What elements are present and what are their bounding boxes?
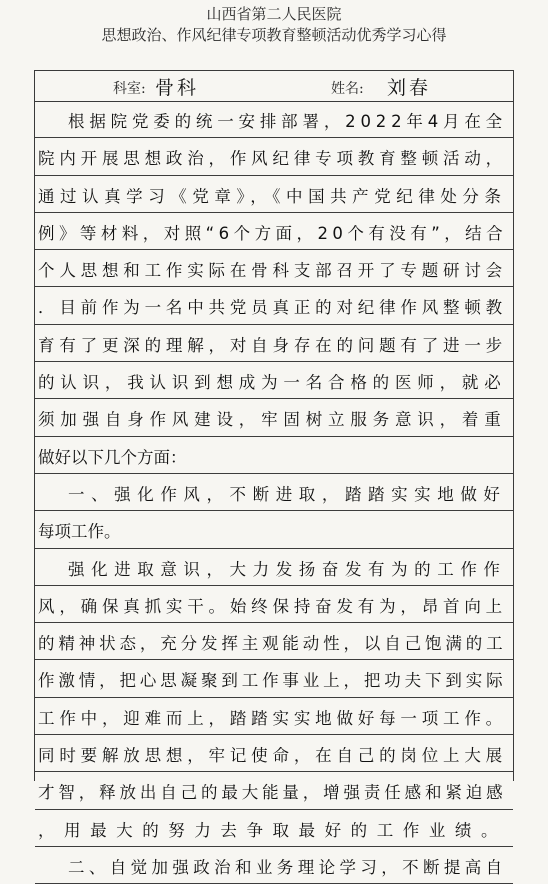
- text-line-content: 风，确保真抓实干。始终保持奋发有为，昂首向上: [38, 596, 507, 616]
- text-line-content: 通过认真学习《党章》，《中国共产党纪律处分条: [38, 186, 507, 206]
- text-line-content: 每项工作。: [38, 522, 121, 542]
- text-line: [35, 138, 513, 175]
- text-line-content: 须加强自身作风建设，牢固树立服务意识，着重: [38, 410, 507, 430]
- essay-form: [34, 70, 514, 877]
- text-line: [35, 511, 513, 548]
- text-line: [35, 287, 513, 324]
- department-value: 骨科: [155, 77, 200, 99]
- name-label: 姓名:: [331, 81, 364, 97]
- text-line-content: ，用最大的努力去争取最好的工作业绩。: [38, 820, 507, 840]
- text-line-content: 育有了更深的理解，对自身存在的问题有了进一步: [38, 335, 507, 355]
- text-line: [35, 325, 513, 362]
- text-line-content: 同时要解放思想，牢记使命，在自己的岗位上大展: [38, 746, 507, 766]
- text-line-content: 做好以下几个方面：: [38, 447, 187, 467]
- meta-row: [35, 71, 513, 102]
- text-line: [35, 250, 513, 287]
- text-line: [35, 101, 513, 138]
- text-line-content: 才智，释放出自己的最大能量，增强责任感和紧迫感: [38, 783, 507, 803]
- text-line-content: 的认识，我认识到想成为一名合格的医师，就必: [38, 373, 507, 393]
- text-line-content: 的精神状态，充分发挥主观能动性，以自己饱满的工: [38, 634, 507, 654]
- text-line-content: 强化进取意识，大力发扬奋发有为的工作作: [68, 559, 507, 579]
- hospital-name: 山西省第二人民医院: [206, 5, 342, 23]
- document-title: 思想政治、作风纪律专项教育整顿活动优秀学习心得: [101, 26, 447, 44]
- department-label: 科室:: [113, 81, 146, 97]
- text-line: [35, 623, 513, 660]
- text-line-content: 二、自觉加强政治和业务理论学习，不断提高自: [68, 857, 507, 877]
- document-header: [0, 4, 548, 46]
- text-line-content: 院内开展思想政治，作风纪律专项教育整顿活动，: [38, 149, 507, 169]
- text-line-content: 作激情，把心思凝聚到工作事业上，把功夫下到实际: [38, 671, 507, 691]
- text-line: [35, 698, 513, 735]
- text-line: [35, 772, 513, 809]
- essay-body: [35, 101, 513, 884]
- text-line: [35, 399, 513, 436]
- text-line: [35, 213, 513, 250]
- text-line-content: 一、强化作风，不断进取，踏踏实实地做好: [68, 484, 507, 504]
- text-line: [35, 660, 513, 697]
- text-line-content: ．目前作为一名中共党员真正的对纪律作风整顿教: [38, 298, 507, 318]
- text-line: [35, 810, 513, 847]
- text-line-content: 例》等材料，对照“6个方面，20个有没有”，结合: [38, 223, 508, 243]
- text-line: [35, 847, 513, 884]
- text-line: [35, 474, 513, 511]
- text-line-content: 工作中，迎难而上，踏踏实实地做好每一项工作。: [38, 708, 507, 728]
- text-line: [35, 549, 513, 586]
- text-line: [35, 437, 513, 474]
- name-value: 刘春: [387, 77, 432, 99]
- text-line: [35, 735, 513, 772]
- text-line-content: 根据院党委的统一安排部署，2022年4月在全: [68, 112, 507, 131]
- text-line: [35, 586, 513, 623]
- text-line-content: 个人思想和工作实际在骨科支部召开了专题研讨会: [38, 261, 507, 281]
- text-line: [35, 176, 513, 213]
- text-line: [35, 362, 513, 399]
